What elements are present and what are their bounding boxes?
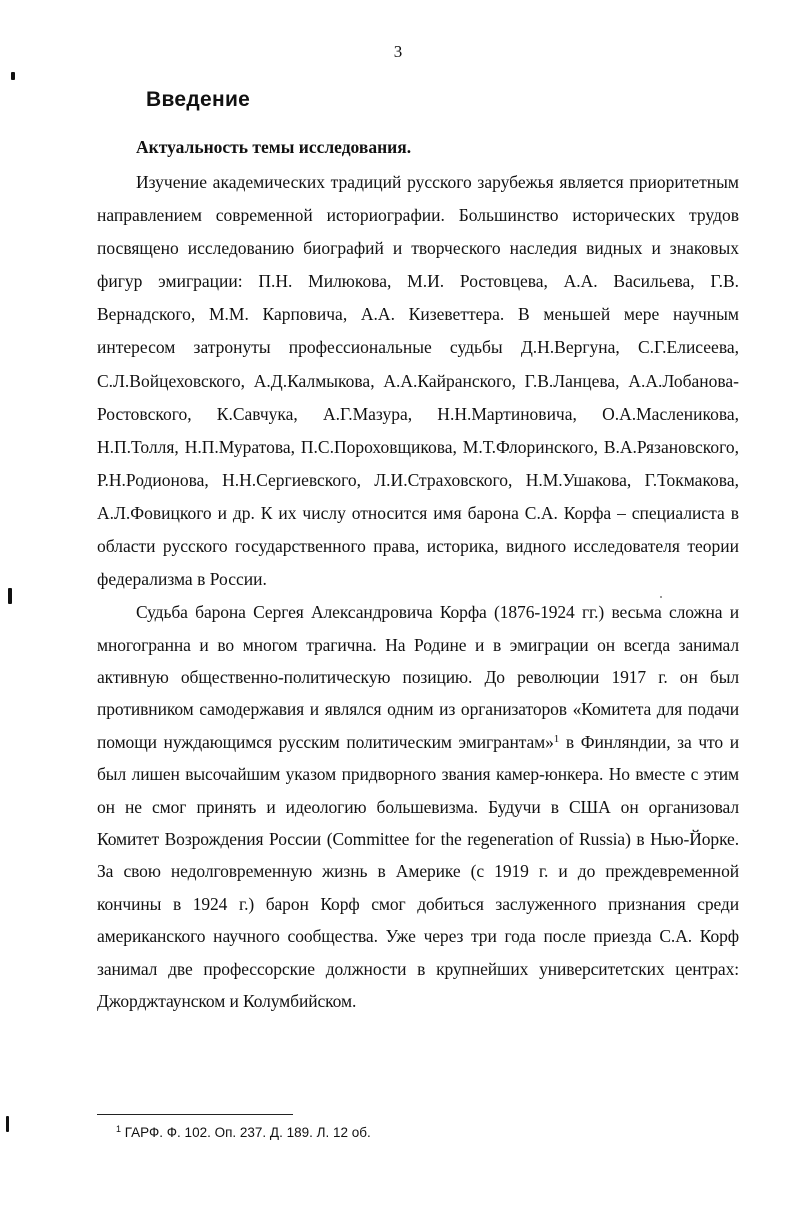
- section-subtitle: Актуальность темы исследования.: [136, 137, 412, 157]
- scan-mark: [6, 1116, 9, 1132]
- footnote-text: ГАРФ. Ф. 102. Оп. 237. Д. 189. Л. 12 об.: [121, 1125, 371, 1140]
- paragraph-text: в Финляндии, за что и был лишен высочайшим указом придворного звания камер-юнкера. Но вместе с этим он не смог принять и идеологию большевизма. Будучи в США он организовал Комитет Возрождения России (Committee for the regeneration of Russia) в Нью-Йорке. За свою недолговременную жизнь в Америке (с 1919 г. и до преждевременной кончины в 1924 г.) барон Корф смог добиться заслуженного признания среди американского научного сообщества. Уже через три года после приезда С.А. Корф занимал две профессорские должности в крупнейших университетских центрах: Джорджтаунском и Колумбийском.: [97, 731, 739, 1012]
- paragraph: [97, 596, 739, 1017]
- paragraph-text: Судьба барона Сергея Александровича Корфа (1876-1924 гг.) весьма сложна и многогранна и во многом трагична. На Родине и в эмиграции он всегда занимал активную общественно-политическую позицию. До революции 1917 г. он был противником самодержавия и являлся одним из организаторов «Комитета для подачи помощи нуждающимся русским политическим эмигрантам»: [97, 602, 739, 752]
- body-text: [97, 166, 739, 1018]
- paragraph: Изучение академических традиций русского зарубежья является приоритетным направлением современной историографии. Большинство исторических трудов посвящено исследованию биографий и творческого наследия видных и знаковых фигур эмиграции: П.Н. Милюкова, М.И. Ростовцева, А.А. Васильева, Г.В. Вернадского, М.М. Карповича, А.А. Кизеветтера. В меньшей мере научным интересом затронуты профессиональные судьбы Д.Н.Вергуна, С.Г.Елисеева, С.Л.Войцеховского, А.Д.Калмыкова, А.А.Кайранского, Г.В.Ланцева, А.А.Лобанова-Ростовского, К.Савчука, А.Г.Мазура, Н.Н.Мартиновича, О.А.Масленикова, Н.П.Толля, Н.П.Муратова, П.С.Пороховщикова, М.Т.Флоринского, В.А.Рязановского, Р.Н.Родионова, Н.Н.Сергиевского, Л.И.Страховского, Н.М.Ушакова, Г.Токмакова, А.Л.Фовицкого и др. К их числу относится имя барона С.А. Корфа – специалиста в области русского государственного права, историка, видного исследователя теории федерализма в России.: [97, 172, 739, 590]
- page-number: 3: [393, 42, 403, 61]
- footnote: [116, 1125, 371, 1140]
- footnote-divider: [97, 1114, 293, 1115]
- footnote-reference[interactable]: 1: [553, 732, 560, 745]
- footnote-number: 1: [116, 1124, 122, 1134]
- section-title: Введение: [146, 88, 251, 111]
- scan-mark: [8, 588, 12, 604]
- scan-mark: [11, 72, 15, 80]
